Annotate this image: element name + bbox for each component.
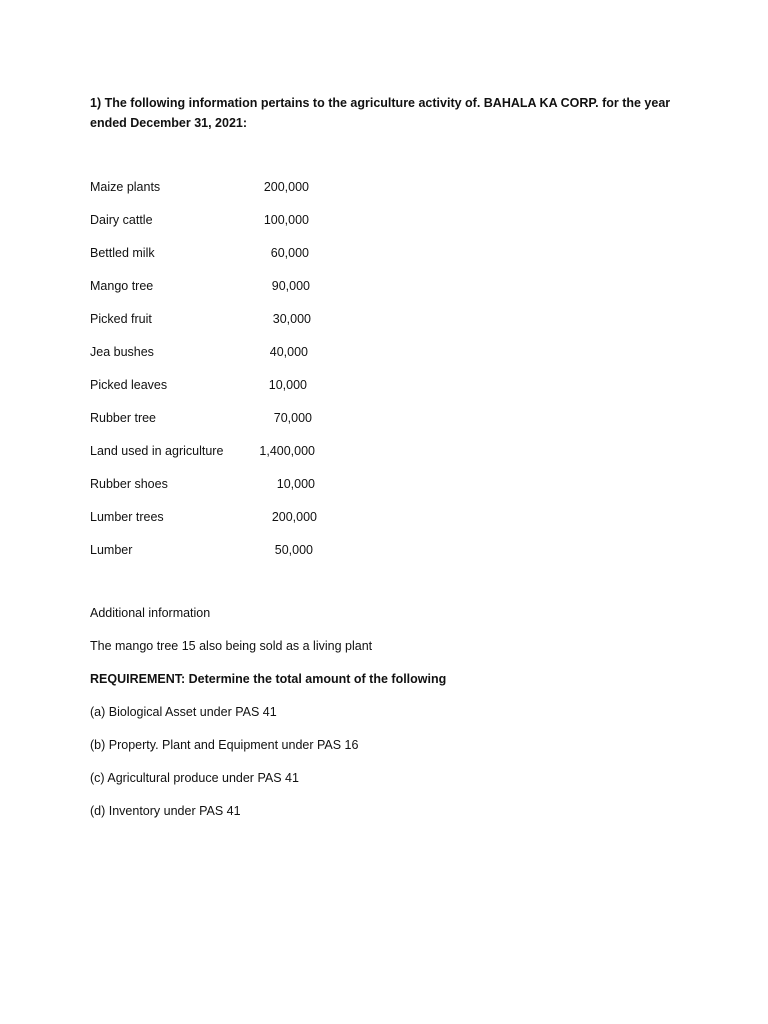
item-value: 90,000 <box>271 279 310 293</box>
item-label: Lumber <box>90 543 133 557</box>
item-value: 200,000 <box>271 510 317 524</box>
list-item <box>90 475 490 508</box>
item-label: Bettled milk <box>90 246 155 260</box>
question-text <box>90 93 690 133</box>
item-value: 30,000 <box>272 312 311 326</box>
requirement-part-b: (b) Property. Plant and Equipment under PAS 16 <box>90 738 359 752</box>
list-item <box>90 343 490 376</box>
item-value: 70,000 <box>273 411 312 425</box>
item-label: Picked leaves <box>90 378 168 392</box>
list-item <box>90 508 490 541</box>
item-value: 50,000 <box>274 543 313 557</box>
notes-section <box>90 604 690 835</box>
items-list <box>90 178 490 574</box>
list-item <box>90 244 490 277</box>
item-label: Maize plants <box>90 180 161 194</box>
list-item <box>90 541 490 574</box>
list-item <box>90 409 490 442</box>
additional-heading: Additional information <box>90 606 211 620</box>
item-value: 1,400,000 <box>259 444 315 458</box>
requirement-heading: REQUIREMENT: Determine the total amount of the following <box>90 672 447 686</box>
requirement-part-d: (d) Inventory under PAS 41 <box>90 804 241 818</box>
item-label: Rubber tree <box>90 411 157 425</box>
question-line-2: ended December 31, 2021: <box>90 116 248 130</box>
item-label: Picked fruit <box>90 312 152 326</box>
question-line-1: 1) The following information pertains to the agriculture activity of. BAHALA KA CORP. for the year <box>90 96 671 110</box>
item-value: 40,000 <box>269 345 308 359</box>
list-item <box>90 178 490 211</box>
item-value: 60,000 <box>270 246 309 260</box>
list-item <box>90 376 490 409</box>
item-label: Lumber trees <box>90 510 164 524</box>
list-item <box>90 442 490 475</box>
item-value: 10,000 <box>268 378 307 392</box>
item-label: Dairy cattle <box>90 213 153 227</box>
additional-note: The mango tree 15 also being sold as a living plant <box>90 639 373 653</box>
list-item <box>90 277 490 310</box>
item-label: Jea bushes <box>90 345 154 359</box>
requirement-part-a: (a) Biological Asset under PAS 41 <box>90 705 277 719</box>
list-item <box>90 211 490 244</box>
item-label: Mango tree <box>90 279 154 293</box>
requirement-part-c: (c) Agricultural produce under PAS 41 <box>90 771 299 785</box>
item-value: 200,000 <box>263 180 309 194</box>
item-label: Land used in agriculture <box>90 444 224 458</box>
item-value: 100,000 <box>263 213 309 227</box>
list-item <box>90 310 490 343</box>
item-label: Rubber shoes <box>90 477 168 491</box>
item-value: 10,000 <box>276 477 315 491</box>
